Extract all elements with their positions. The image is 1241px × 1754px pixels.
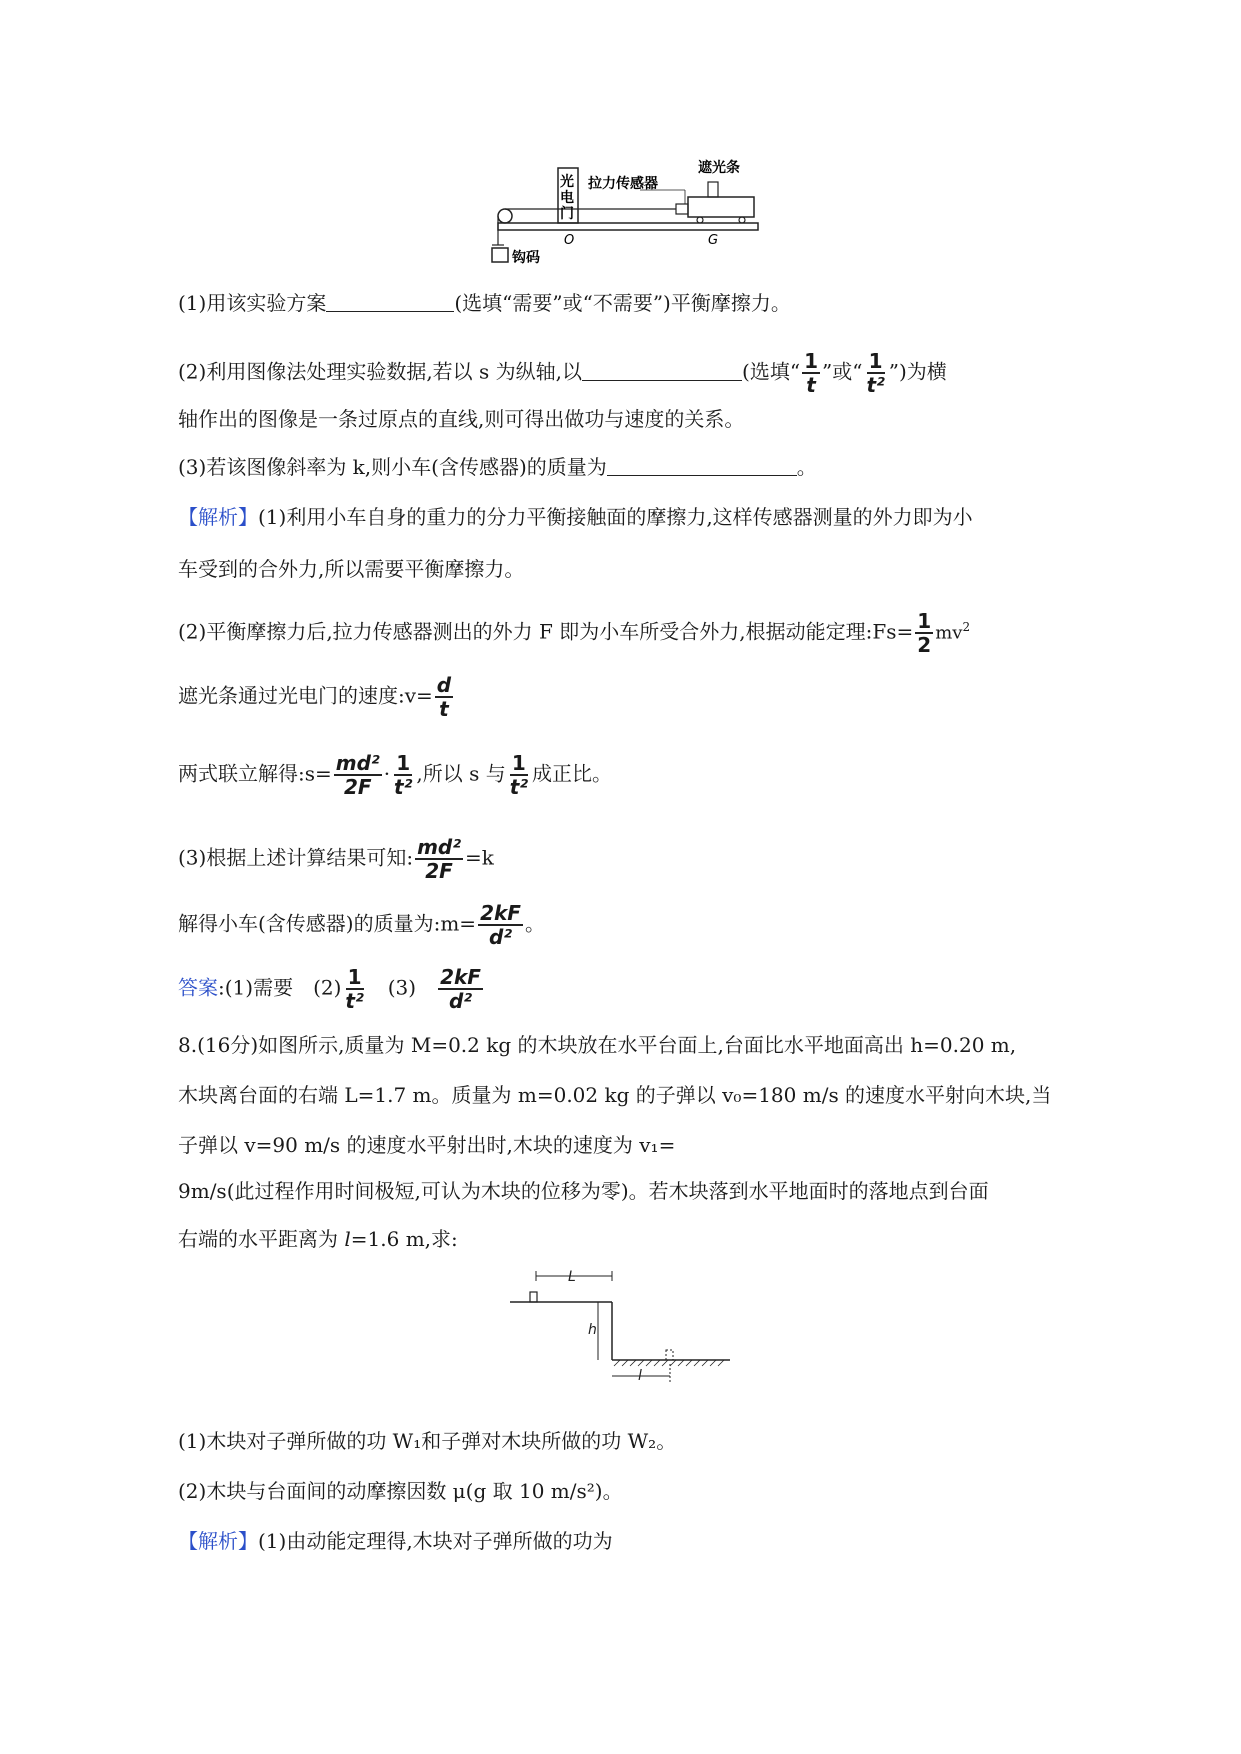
problem8-line-4: 9m/s(此过程作用时间极短,可认为木块的位移为零)。若木块落到水平地面时的落地点到台面 — [178, 1179, 989, 1203]
fraction-md2-over-2F-b: $\frac{\text{md²}}{2F}$ — [417, 835, 461, 883]
fraction-md2-over-2F: $\frac{\text{md²}}{2F}$ — [335, 751, 380, 799]
analysis2-tag: 【解析】 — [178, 1529, 258, 1553]
analysis-tag: 【解析】 — [178, 505, 258, 529]
question-2-cont: 轴作出的图像是一条过原点的直线,则可得出做功与速度的关系。 — [178, 407, 745, 431]
answer-line: 答案:(1)需要 (2) $\frac{1}{\text{t²}}$ (3) $\frac{2kF}{\text{d²}}$ — [178, 965, 481, 1013]
gate-char-3: 门 — [560, 206, 574, 222]
weight-label: 钩码 — [512, 250, 540, 266]
label-O: O — [564, 233, 575, 248]
answer-tag: 答案 — [178, 975, 218, 1000]
gate-char-2: 电 — [560, 190, 574, 206]
fraction-2kF-over-d2: $\frac{2kF}{\text{d²}}$ — [480, 901, 521, 949]
fraction-1-over-t2: $\frac{1}{\text{t²}}$ — [866, 349, 885, 397]
subquestion-1: (1)木块对子弹所做的功 W₁和子弹对木块所做的功 W₂。 — [178, 1429, 677, 1453]
gate-char-1: 光 — [560, 174, 574, 190]
apparatus-figure — [480, 150, 770, 270]
label-L: L — [568, 1269, 576, 1285]
analysis-p4: 两式联立解得:s= $\frac{\text{md²}}{2F}$ · $\frac{1}{\text{t²}}$ ,所以 s 与 $\frac{1}{\text{t²}}$ 成正比。 — [178, 751, 613, 799]
analysis-p1b: 车受到的合外力,所以需要平衡摩擦力。 — [178, 557, 525, 581]
question-1: (1)用该实验方案 (选填“需要”或“不需要”)平衡摩擦力。 — [178, 291, 791, 315]
analysis-p6: 解得小车(含传感器)的质量为:m= $\frac{2kF}{\text{d²}}$ 。 — [178, 901, 545, 949]
fraction-1-over-t: $\frac{1}{t}$ — [804, 349, 818, 397]
label-G: G — [708, 233, 719, 248]
subquestion-2: (2)木块与台面间的动摩擦因数 μ(g 取 10 m/s²)。 — [178, 1479, 623, 1503]
analysis-p2: (2)平衡摩擦力后,拉力传感器测出的外力 F 即为小车所受合外力,根据动能定理:Fs= $\frac{1}{2}$ $mv^2$ — [178, 609, 971, 657]
question-2: (2)利用图像法处理实验数据,若以 s 为纵轴,以 (选填“ $\frac{1}{t}$ ”或“ $\frac{1}{\text{t²}}$ ”)为横 — [178, 349, 947, 397]
analysis2-line: 【解析】(1)由动能定理得,木块对子弹所做的功为 — [178, 1529, 613, 1553]
fraction-1-over-t2-b: $\frac{1}{\text{t²}}$ — [394, 751, 413, 799]
fraction-half: $\frac{1}{2}$ — [917, 609, 932, 657]
answer-blank-2[interactable] — [582, 360, 742, 381]
label-h: h — [588, 1322, 597, 1338]
answer-blank-1[interactable] — [326, 291, 454, 312]
analysis-p1a: 【解析】(1)利用小车自身的重力的分力平衡接触面的摩擦力,这样传感器测量的外力即为小 — [178, 505, 973, 529]
fraction-d-over-t: $\frac{d}{t}$ — [436, 673, 452, 721]
table-figure — [500, 1268, 740, 1394]
answer-blank-3[interactable] — [607, 455, 797, 476]
sensor-label: 拉力传感器 — [588, 176, 658, 192]
question-3: (3)若该图像斜率为 k,则小车(含传感器)的质量为 。 — [178, 455, 817, 479]
strip-label: 遮光条 — [698, 160, 740, 176]
problem8-line-1: 8.(16分)如图所示,质量为 M=0.2 kg 的木块放在水平台面上,台面比水平地面高出 h=0.20 m, — [178, 1033, 1017, 1057]
fraction-1-over-t2-c: $\frac{1}{\text{t²}}$ — [509, 751, 529, 799]
analysis-p3: 遮光条通过光电门的速度:v= $\frac{d}{t}$ — [178, 673, 452, 721]
analysis-p5: (3)根据上述计算结果可知: $\frac{\text{md²}}{2F}$ =k — [178, 835, 494, 883]
answer-fraction-2kF-over-d2: $\frac{2kF}{\text{d²}}$ — [440, 965, 481, 1013]
answer-fraction-1-over-t2: $\frac{1}{\text{t²}}$ — [345, 965, 364, 1013]
problem8-line-2: 木块离台面的右端 L=1.7 m。质量为 m=0.02 kg 的子弹以 v₀=180 m/s 的速度水平射向木块,当 — [178, 1083, 1052, 1107]
problem8-line-3: 子弹以 v=90 m/s 的速度水平射出时,木块的速度为 v₁= — [178, 1133, 676, 1157]
label-l: l — [638, 1368, 642, 1384]
problem8-line-5: 右端的水平距离为 l=1.6 m,求: — [178, 1227, 458, 1251]
